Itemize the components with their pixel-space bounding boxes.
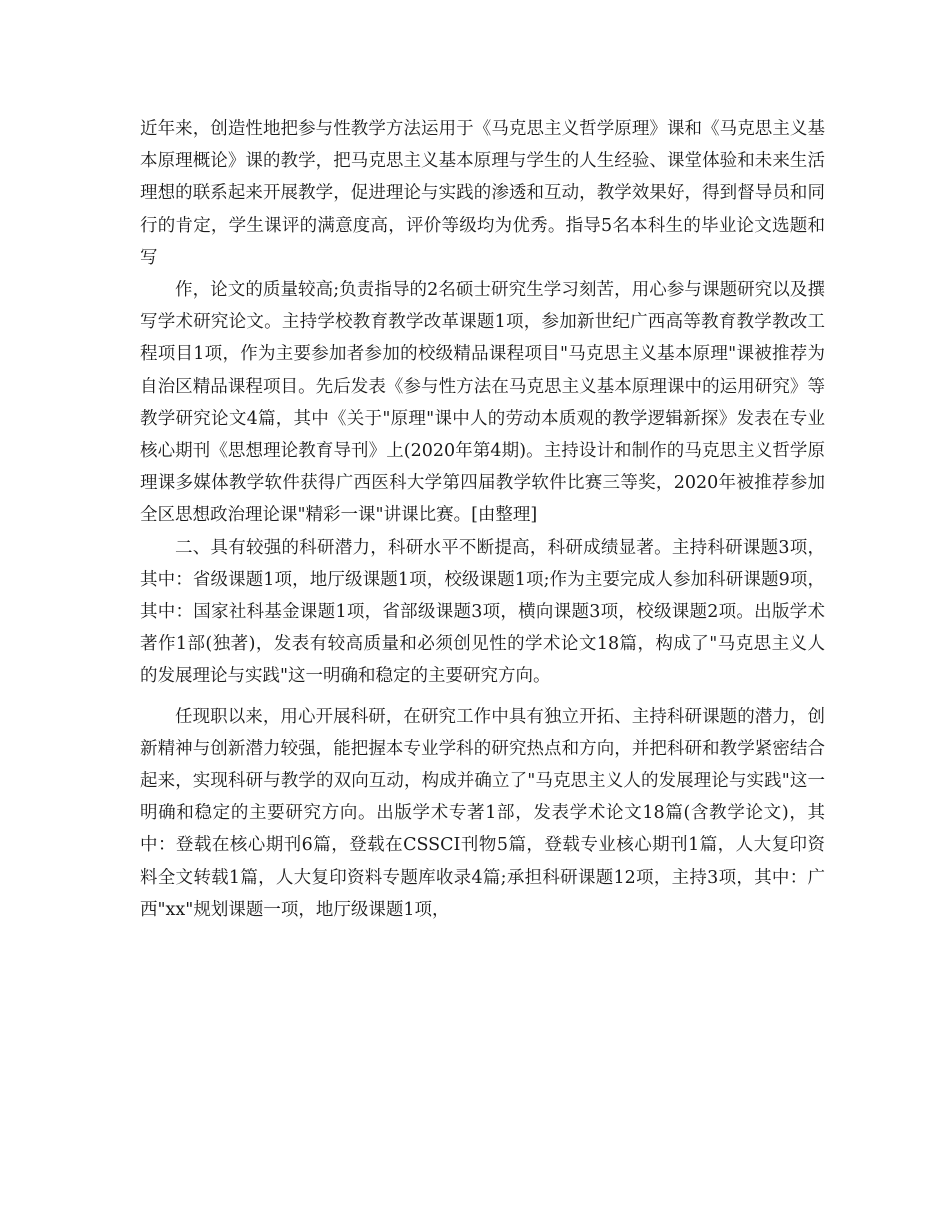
- paragraph-thesis-guidance: 作，论文的质量较高;负责指导的2名硕士研究生学习刻苦，用心参与课题研究以及撰写学术研究论文。主持学校教育教学改革课题1项，参加新世纪广西高等教育教学教改工程项目1项，作为主要参加者参加的校级精品课程项目"马克思主义基本原理"课被推荐为自治区精品课程项目。先后发表《参与性方法在马克思主义基本原理课中的运用研究》等教学研究论文4篇，其中《关于"原理"课中人的劳动本质观的教学逻辑新探》发表在专业核心期刊《思想理论教育导刊》上(2020年第4期)。主持设计和制作的马克思主义哲学原理课多媒体教学软件获得广西医科大学第四届教学软件比赛三等奖，2020年被推荐参加全区思想政治理论课"精彩一课"讲课比赛。[由整理]: [140, 280, 825, 526]
- paragraph-teaching-methods: 近年来，创造性地把参与性教学方法运用于《马克思主义哲学原理》课和《马克思主义基本原理概论》课的教学，把马克思主义基本原理与学生的人生经验、课堂体验和未来生活理想的联系起来开展教学，促进理论与实践的渗透和互动，教学效果好，得到督导员和同行的肯定，学生课评的满意度高，评价等级均为优秀。指导5名本科生的毕业论文选题和写: [140, 119, 825, 268]
- paragraph-research-achievements: 任现职以来，用心开展科研，在研究工作中具有独立开拓、主持科研课题的潜力，创新精神与创新潜力较强，能把握本专业学科的研究热点和方向，并把科研和教学紧密结合起来，实现科研与教学的双向互动，构成并确立了"马克思主义人的发展理论与实践"这一明确和稳定的主要研究方向。出版学术专著1部，发表学术论文18篇(含教学论文)，其中：登载在核心期刊6篇，登载在CSSCI刊物5篇，登载专业核心期刊1篇，人大复印资料全文转载1篇，人大复印资料专题库收录4篇;承担科研课题12项，主持3项，其中：广西"xx"规划课题一项，地厅级课题1项，: [140, 706, 825, 920]
- paragraph-research-potential: 二、具有较强的科研潜力，科研水平不断提高，科研成绩显著。主持科研课题3项，其中：省级课题1项，地厅级课题1项，校级课题1项;作为主要完成人参加科研课题9项，其中：国家社科基金课题1项，省部级课题3项，横向课题3项，校级课题2项。出版学术著作1部(独著)，发表有较高质量和必须创见性的学术论文18篇，构成了"马克思主义人的发展理论与实践"这一明确和稳定的主要研究方向。: [140, 537, 825, 687]
- document-body: [140, 113, 825, 926]
